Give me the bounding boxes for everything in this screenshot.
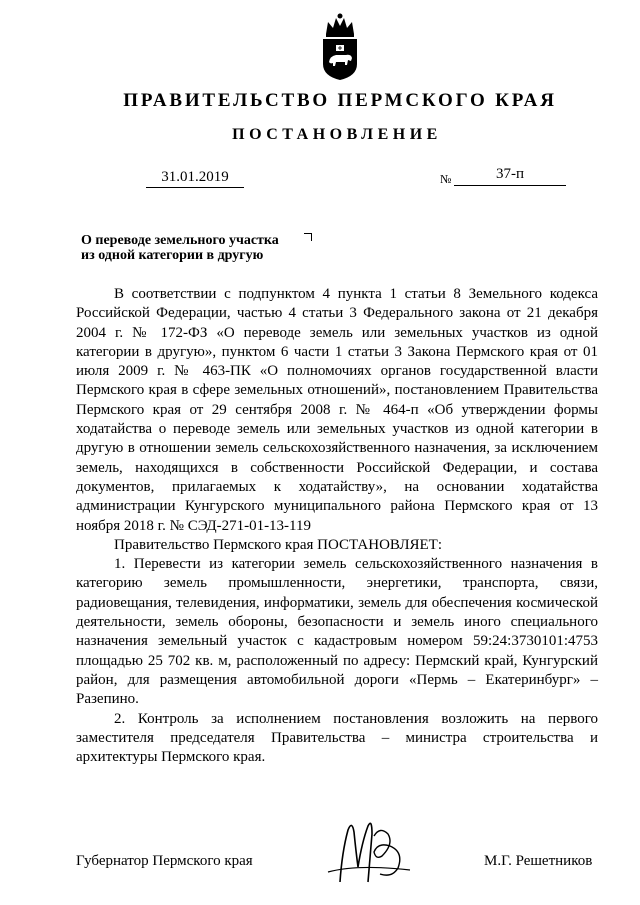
paragraph-item-1: 1. Перевести из категории земель сельскохозяйственного назначения в категорию земель промышленности, энергетики, транспорта, связи, радиовещания, телевидения, информатики, земель для обеспечения космической деятельности, земель обороны, безопасности и земель иного специального назначения земельный участок с кадастровым номером 59:24:3730101:4753 площадью 25 702 кв. м, расположенный по адресу: Пермский край, Кунгурский район, для размещения автомобильной дороги «Пермь – Екатеринбург» – Разепино. [76, 556, 598, 708]
document-type: ПОСТАНОВЛЕНИЕ [232, 126, 442, 143]
paragraph-item-2: 2. Контроль за исполнением постановления возложить на первого заместителя председателя Правительства – министра строительства и архитектуры Пермского края. [76, 710, 598, 766]
coat-of-arms-icon [318, 12, 362, 82]
document-subject [81, 233, 341, 263]
government-title: ПРАВИТЕЛЬСТВО ПЕРМСКОГО КРАЯ [123, 90, 557, 111]
document-number: 37-п [454, 166, 566, 186]
signer-position: Губернатор Пермского края [76, 853, 253, 869]
signer-name: М.Г. Решетников [484, 853, 593, 869]
document-body [76, 285, 598, 767]
subject-corner-mark [304, 233, 312, 241]
paragraph-resolves: Правительство Пермского края ПОСТАНОВЛЯЕТ: [114, 536, 443, 553]
subject-line-2: из одной категории в другую [81, 248, 264, 263]
number-sign: № [440, 172, 452, 186]
subject-line-1: О переводе земельного участка [81, 233, 279, 248]
paragraph-preamble: В соответствии с подпунктом 4 пункта 1 статьи 8 Земельного кодекса Российской Федерации, частью 4 статьи 3 Федерального закона от 21 декабря 2004 г. № 172-ФЗ «О переводе земель или земельных участков из одной категории в другую», пунктом 6 части 1 статьи 3 Закона Пермского края от 01 июля 2009 г. № 463-ПК «О полномочиях органов государственной власти Пермского края в сфере земельных отношений», постановлением Правительства Пермского края от 29 сентября 2008 г. № 464-п «Об утверждении формы ходатайства о переводе земель или земельных участков из одной категории в другую в отношении земель сельскохозяйственного назначения, за исключением земель, находящихся в собственности Российской Федерации, и состава документов, прилагаемых к ходатайству», на основании ходатайства администрации Кунгурского муниципального района Пермского края от 13 ноября 2018 г. № СЭД-271-01-13-119 [76, 286, 598, 534]
handwritten-signature [318, 812, 418, 892]
document-date: 31.01.2019 [146, 169, 244, 188]
